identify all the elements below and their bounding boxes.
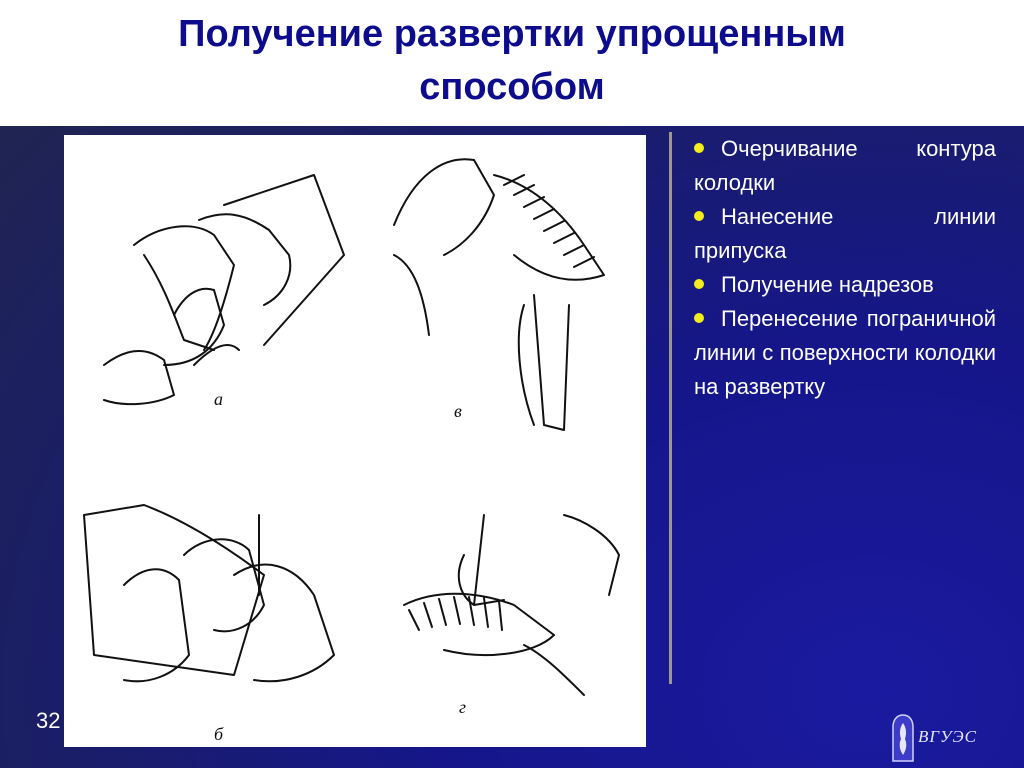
bullet-text: Очерчивание контура колодки <box>694 136 996 195</box>
panel-label-a: а <box>214 389 223 409</box>
slide-title-line-2: способом <box>419 66 605 108</box>
illustration-panel <box>64 135 646 747</box>
bullet-text: Перенесение пограничной линии с поверхности колодки на развертку <box>694 306 996 399</box>
bullet-text: Получение надрезов <box>721 272 934 297</box>
bullet-item <box>694 132 996 200</box>
page-number: 32 <box>36 708 61 733</box>
panel-label-v: в <box>454 401 462 421</box>
bullet-item <box>694 302 996 404</box>
vertical-divider <box>669 132 672 684</box>
bullet-dot-icon <box>694 143 704 153</box>
bullet-dot-icon <box>694 279 704 289</box>
bullet-dot-icon <box>694 211 704 221</box>
bullet-item <box>694 268 996 302</box>
university-logo-icon <box>890 713 916 763</box>
bullet-text: Нанесение линии припуска <box>694 204 996 263</box>
bullet-item <box>694 200 996 268</box>
hand-drawing-illustration <box>64 135 646 747</box>
panel-label-b: б <box>214 724 224 744</box>
panel-label-g: г <box>459 697 467 717</box>
bullet-dot-icon <box>694 313 704 323</box>
bullet-list <box>694 132 996 404</box>
logo-text: ВГУЭС <box>918 727 977 746</box>
title-bar <box>0 0 1024 126</box>
slide-title-line-1: Получение развертки упрощенным <box>178 13 846 55</box>
slide-title <box>0 8 1024 114</box>
university-logo <box>890 713 1000 763</box>
